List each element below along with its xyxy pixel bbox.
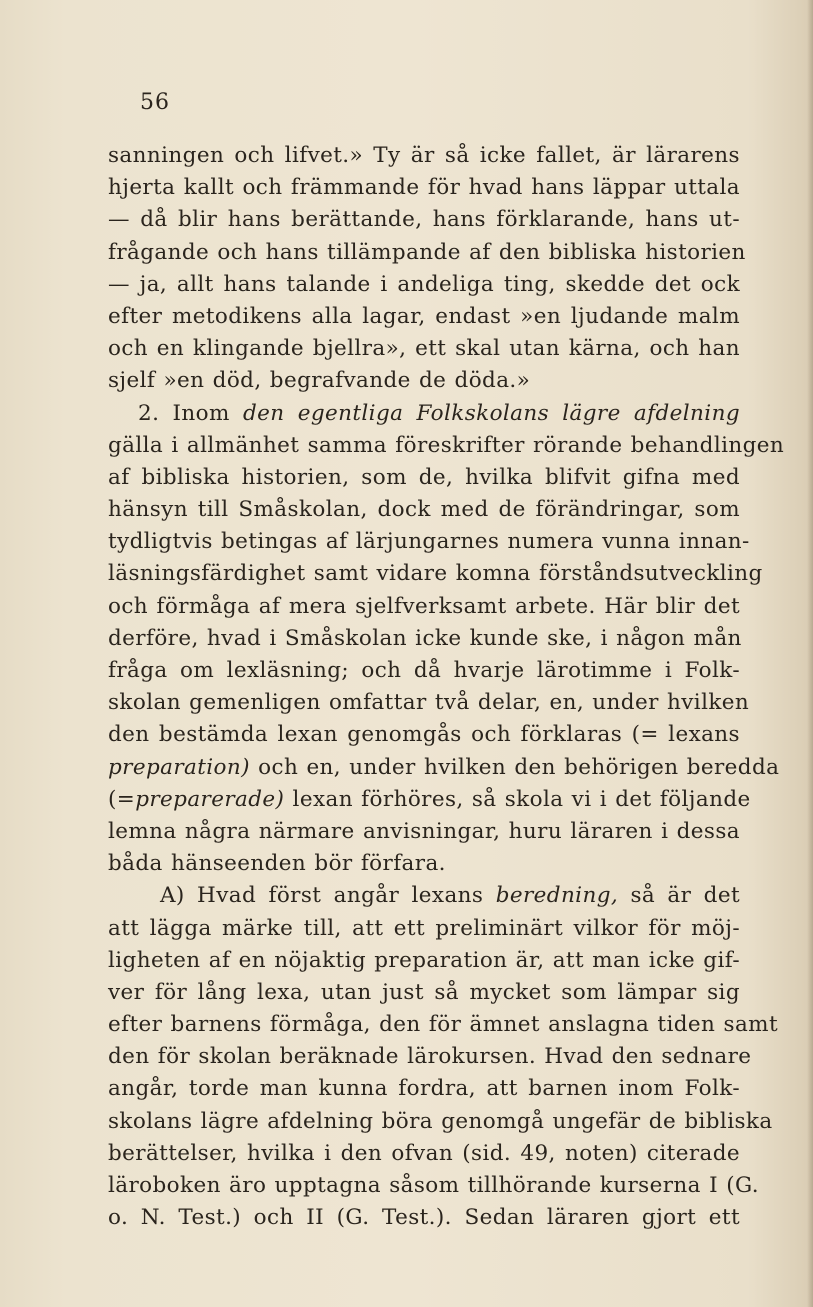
text-span: 2. Inom [138, 400, 243, 426]
text-line [108, 140, 740, 172]
text-span: efter metodikens alla lagar, endast »en ljudande malm [108, 303, 740, 329]
text-line [108, 1138, 740, 1170]
text-line [108, 204, 740, 236]
text-line [108, 365, 740, 397]
italic-text: beredning, [495, 883, 619, 909]
text-line [108, 172, 740, 204]
text-line [108, 880, 740, 912]
text-line [108, 237, 746, 269]
text-span: ligheten af en nöjaktig preparation är, att man icke gif- [108, 947, 740, 973]
italic-text: preparerade) [135, 786, 285, 812]
text-span: sanningen och lifvet.» Ty är så icke fallet, är lärarens [108, 143, 740, 168]
italic-text: den egentliga Folkskolans lägre afdelning [242, 400, 740, 426]
text-span: den för skolan beräknade lärokursen. Hvad den sednare [108, 1044, 752, 1070]
text-span: efter barnens förmåga, den för ämnet anslagna tiden samt [108, 1012, 778, 1038]
text-span: så är det [618, 883, 740, 909]
text-span: frågande och hans tillämpande af den bibliska historien [108, 239, 746, 265]
text-line [108, 1009, 778, 1041]
page-number: 56 [140, 90, 170, 115]
text-span: — då blir hans berättande, hans förklarande, hans ut- [108, 207, 740, 233]
text-span: hänsyn till Småskolan, dock med de förändringar, som [108, 497, 740, 523]
text-line [108, 719, 740, 751]
text-line [108, 1170, 760, 1202]
text-span: angår, torde man kunna fordra, att barnen inom Folk- [108, 1076, 740, 1102]
text-line [108, 558, 763, 590]
text-line [108, 398, 740, 430]
text-span: o. N. Test.) och II (G. Test.). Sedan läraren gjort ett [108, 1205, 740, 1231]
text-span: — ja, allt hans talande i andeliga ting, skedde det ock [108, 271, 740, 297]
text-span: gälla i allmänhet samma föreskrifter rörande behandlingen [108, 432, 785, 458]
text-span: hjerta kallt och främmande för hvad hans läppar uttala [108, 175, 740, 201]
text-span: och en klingande bjellra», ett skal utan kärna, och han [108, 336, 740, 362]
text-span: båda hänseenden bör förfara. [108, 851, 446, 877]
text-line [108, 977, 740, 1009]
text-span: sjelf »en död, begrafvande de döda.» [108, 368, 531, 394]
text-span: ver för lång lexa, utan just så mycket som lämpar sig [108, 979, 740, 1005]
text-span: läsningsfärdighet samt vidare komna förståndsutveckling [108, 561, 763, 587]
text-line [108, 623, 740, 655]
text-span: lemna några närmare anvisningar, huru läraren i dessa [108, 818, 740, 844]
text-line [108, 333, 740, 365]
text-line [108, 784, 751, 816]
text-line [108, 269, 740, 301]
text-line [108, 1106, 773, 1138]
text-line [108, 752, 780, 784]
text-line [108, 687, 750, 719]
text-span: derföre, hvad i Småskolan icke kunde ske, i någon mån [108, 625, 742, 651]
text-line [108, 462, 740, 494]
page-edge-shadow [807, 0, 813, 1307]
text-line [108, 1041, 752, 1073]
text-line [108, 494, 740, 526]
text-span: af bibliska historien, som de, hvilka blifvit gifna med [108, 464, 740, 490]
text-line [108, 655, 740, 687]
text-line [108, 526, 750, 558]
text-line [108, 816, 740, 848]
text-span: att lägga märke till, att ett preliminärt vilkor för möj- [108, 915, 740, 941]
italic-text: preparation) [108, 754, 250, 780]
text-span: den bestämda lexan genomgås och förklaras (= lexans [108, 722, 740, 748]
text-span: (= [108, 786, 136, 812]
text-span: och förmåga af mera sjelfverksamt arbete. Här blir det [108, 593, 740, 619]
text-line [108, 913, 740, 945]
text-span: lexan förhöres, så skola vi i det följande [284, 786, 751, 812]
text-span: och en, under hvilken den behörigen beredda [249, 754, 780, 780]
text-span: läroboken äro upptagna såsom tillhörande kurserna I (G. [108, 1173, 760, 1198]
text-span: berättelser, hvilka i den ofvan (sid. 49, noten) citerade [108, 1140, 740, 1166]
text-span: skolans lägre afdelning böra genomgå ungefär de bibliska [108, 1108, 773, 1134]
text-line [108, 1073, 740, 1105]
text-line [108, 1202, 740, 1234]
text-line [108, 945, 740, 977]
text-line [108, 301, 740, 333]
text-line [108, 430, 785, 462]
text-span: A) Hvad först angår lexans [160, 883, 496, 909]
text-span: tydligtvis betingas af lärjungarnes numera vunna innan- [108, 529, 750, 555]
text-line [108, 848, 740, 880]
body-text [108, 140, 785, 1234]
text-span: skolan gemenligen omfattar två delar, en, under hvilken [108, 690, 750, 716]
text-span: fråga om lexläsning; och då hvarje lärotimme i Folk- [108, 658, 740, 683]
text-line [108, 591, 740, 623]
